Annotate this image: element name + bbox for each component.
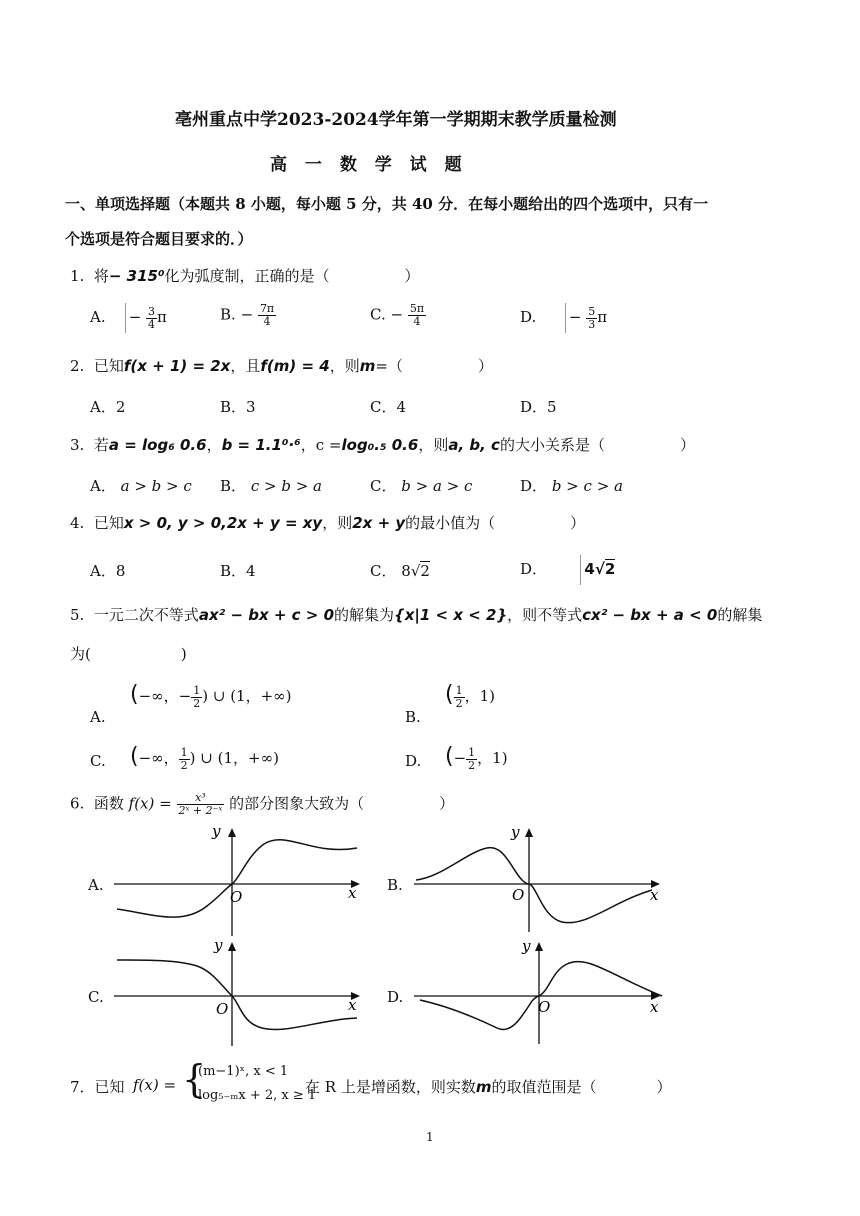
fraction-numerator: 1 (193, 683, 201, 697)
curve (416, 848, 652, 923)
question-text: 将 (93, 267, 109, 285)
coefficient: 4 (584, 560, 595, 578)
math-expression: − 315⁰ (108, 267, 165, 285)
fraction (191, 685, 202, 710)
fraction (454, 685, 465, 710)
origin-label: O (216, 1000, 229, 1018)
fraction-denominator: 4 (263, 315, 271, 328)
question-text: ，则不等式 (507, 606, 583, 624)
graph-b (412, 822, 667, 934)
fraction-numerator: x³ (177, 792, 225, 805)
fraction (466, 747, 477, 772)
option-label: D． (520, 477, 548, 495)
math-expression: a = log₆ 0.6 (108, 436, 207, 454)
option-label: B. (405, 708, 421, 726)
option-a (90, 303, 167, 333)
function-name: f(x) = (133, 1076, 177, 1094)
option-a (90, 475, 192, 496)
option-d (405, 752, 421, 770)
option-label: B. (220, 305, 236, 324)
option-text: b > c > a (551, 477, 623, 495)
section-heading-line1: 一、单项选择题（本题共 8 小题，每小题 5 分，共 40 分．在每小题给出的四个选项中，只有一 (65, 195, 709, 213)
option-label: B． (220, 477, 247, 495)
origin-label: O (538, 998, 551, 1016)
question-text: 已知 (94, 1078, 125, 1096)
math-expression: f(m) = 4 (260, 357, 330, 375)
option-a-expression: (−∞，− $\frac{1}{2}$ ) ∪ (1，+∞) (130, 682, 292, 710)
fraction-numerator: 5π (409, 302, 425, 315)
option-c-expression: (−∞， $\frac{1}{2}$ ) ∪ (1，+∞) (130, 744, 279, 772)
question-text: ，则 (329, 357, 360, 375)
minus-sign: − (240, 305, 254, 324)
radicand: 2 (420, 562, 430, 580)
option-label: C． (370, 477, 397, 495)
x-label: x (650, 998, 659, 1016)
math-expression: a, b, c (448, 436, 500, 454)
interval-text: ，1) (477, 749, 508, 767)
minus-sign: − (568, 308, 582, 326)
question-text: 的解集 (717, 606, 763, 624)
graph-a-label: A. (88, 876, 104, 894)
question-2 (70, 355, 493, 376)
graph-d (412, 936, 667, 1048)
option-label: D． (520, 560, 548, 578)
option-label: D. (520, 308, 537, 326)
option-b (220, 303, 276, 328)
math-expression: m (359, 357, 376, 375)
arrow-icon (228, 942, 236, 951)
fraction-numerator: 1 (180, 745, 188, 759)
fraction-denominator: 3 (588, 317, 596, 331)
y-label: y (214, 938, 223, 954)
interval-text: ，1) (464, 687, 495, 705)
origin-label: O (512, 886, 525, 904)
option-a (90, 708, 106, 726)
divider (565, 303, 566, 333)
question-6 (70, 792, 454, 817)
math-expression: 2x + y (352, 514, 406, 532)
page-subtitle: 高 一 数 学 试 题 (270, 155, 468, 175)
math-expression: ax² − bx + c > 0 (198, 606, 335, 624)
question-number: 4. (70, 514, 85, 532)
interval-text: ) ∪ (1，+∞) (189, 749, 279, 767)
question-5 (70, 604, 762, 625)
question-text: 已知 (93, 514, 124, 532)
curve (117, 960, 357, 1029)
option-label: C. (370, 305, 386, 324)
interval-text: −∞， (138, 749, 179, 767)
fraction-numerator: 1 (468, 745, 476, 759)
question-text: ，则 (322, 514, 353, 532)
pi-symbol: π (597, 308, 608, 326)
divider (580, 555, 581, 585)
function-name: f(x) = (128, 794, 172, 813)
question-number: 2. (70, 357, 85, 375)
option-c: C．4 (370, 398, 407, 416)
option-text: c > b > a (250, 477, 322, 495)
question-text: 若 (93, 436, 109, 454)
fraction-denominator: 4 (413, 315, 421, 328)
option-c (90, 752, 106, 770)
option-label: D. (405, 752, 422, 770)
question-number: 3. (70, 436, 85, 454)
fraction-denominator: 2 (180, 758, 188, 772)
fraction-numerator: 5 (588, 304, 596, 318)
fraction (146, 306, 157, 331)
question-text: 已知 (93, 357, 124, 375)
y-label: y (522, 937, 531, 955)
math-expression: b = 1.1⁰·⁶ (221, 436, 301, 454)
x-label: x (348, 884, 357, 902)
question-text: ，且 (230, 357, 261, 375)
page-number: 1 (426, 1130, 434, 1144)
question-number: 1. (70, 267, 85, 285)
fraction-denominator: 2 (193, 696, 201, 710)
interval-text: −∞，− (138, 687, 192, 705)
option-label: A. (90, 308, 106, 326)
arrow-icon (228, 828, 236, 837)
interval-text: − (453, 749, 467, 767)
question-7 (70, 1076, 125, 1097)
divider (125, 303, 126, 333)
option-b-expression: ( $\frac{1}{2}$ ，1) (445, 682, 495, 710)
arrow-icon (535, 942, 543, 951)
math-expression: cx² − bx + a < 0 (582, 606, 718, 624)
option-d (520, 475, 623, 496)
question-number: 5. (70, 606, 85, 624)
fraction-denominator: 2 (468, 758, 476, 772)
piecewise-case-2: log₅₋ₘx + 2, x ≥ 1 (198, 1088, 317, 1103)
question-text: 的取值范围是（ ） (491, 1078, 672, 1096)
fraction (408, 303, 426, 328)
question-text: ，则 (418, 436, 449, 454)
graph-d-label: D. (387, 988, 404, 1006)
pi-symbol: π (157, 308, 167, 326)
origin-label: O (230, 888, 243, 906)
option-a: A．2 (90, 398, 126, 416)
math-expression: f(x + 1) = 2x (123, 357, 231, 375)
graph-c (112, 938, 367, 1050)
question-4 (70, 512, 585, 533)
y-label: y (212, 826, 221, 840)
option-b: B．4 (220, 562, 256, 580)
option-text: a > b > c (120, 477, 192, 495)
option-label: A． (90, 477, 116, 495)
option-b (220, 475, 322, 496)
fraction (179, 747, 190, 772)
sqrt-icon: √ (410, 562, 421, 580)
fraction (177, 792, 225, 817)
question-1 (70, 265, 420, 286)
fraction-numerator: 7π (259, 302, 275, 315)
option-text: b > a > c (401, 477, 473, 495)
fraction-denominator: 4 (148, 317, 156, 331)
question-text: 的最小值为（ ） (405, 514, 586, 532)
graph-b-label: B. (387, 876, 403, 894)
question-text: 的解集为 (334, 606, 395, 624)
option-c (370, 303, 426, 328)
brace-icon: { (182, 1057, 207, 1101)
fraction-numerator: 1 (455, 683, 463, 697)
option-b (405, 708, 421, 726)
option-label: C． (370, 562, 397, 580)
option-label: C. (90, 752, 106, 770)
x-label: x (348, 996, 357, 1014)
coefficient: 8 (401, 562, 411, 580)
question-number: 6. (70, 794, 85, 813)
arrow-icon (525, 828, 533, 837)
section-heading-line2: 个选项是符合题目要求的．） (65, 230, 253, 248)
math-expression: {x|1 < x < 2} (394, 606, 508, 624)
question-text: 化为弧度制，正确的是（ ） (164, 267, 420, 285)
graph-c-label: C. (88, 988, 104, 1006)
fraction-denominator: 2 (455, 696, 463, 710)
fraction (586, 306, 597, 331)
piecewise-case-1: (m−1)ˣ, x < 1 (198, 1064, 289, 1079)
math-expression: log₀.₅ 0.6 (341, 436, 419, 454)
question-7-text (305, 1076, 672, 1097)
option-d (520, 555, 615, 585)
question-5-line2: 为( ) (70, 645, 187, 663)
graph-a (112, 826, 367, 938)
question-text: 在 R 上是增函数，则实数 (305, 1078, 476, 1096)
fraction-numerator: 3 (148, 304, 156, 318)
question-number: 7． (70, 1078, 95, 1096)
option-a: A．8 (90, 562, 126, 580)
fraction (258, 303, 276, 328)
question-text: ， (206, 436, 222, 454)
question-text: 的部分图象大致为（ ） (229, 794, 455, 813)
question-text: 的大小关系是（ ） (499, 436, 695, 454)
math-expression: x > 0, y > 0,2x + y = xy (123, 514, 323, 532)
x-label: x (650, 886, 659, 904)
option-c (370, 560, 430, 581)
y-label: y (511, 823, 520, 841)
question-text: ，c = (300, 436, 342, 454)
option-d-expression: (− $\frac{1}{2}$ ，1) (445, 744, 508, 772)
question-text: =（ ） (375, 357, 493, 375)
sqrt-icon: √ (594, 560, 605, 578)
question-text: 一元二次不等式 (93, 606, 199, 624)
interval-text: ) ∪ (1，+∞) (202, 687, 292, 705)
minus-sign: − (128, 308, 142, 326)
option-c (370, 475, 472, 496)
radicand: 2 (604, 560, 616, 578)
option-label: A. (90, 708, 106, 726)
option-d (520, 303, 607, 333)
page-title: 亳州重点中学2023-2024学年第一学期期末教学质量检测 (175, 110, 617, 130)
math-expression: m (475, 1078, 492, 1096)
minus-sign: − (390, 305, 404, 324)
fraction-denominator: 2ˣ + 2⁻ˣ (178, 804, 223, 817)
question-text: 函数 (93, 794, 124, 813)
option-b: B．3 (220, 398, 256, 416)
question-3 (70, 434, 695, 455)
option-d: D．5 (520, 398, 557, 416)
